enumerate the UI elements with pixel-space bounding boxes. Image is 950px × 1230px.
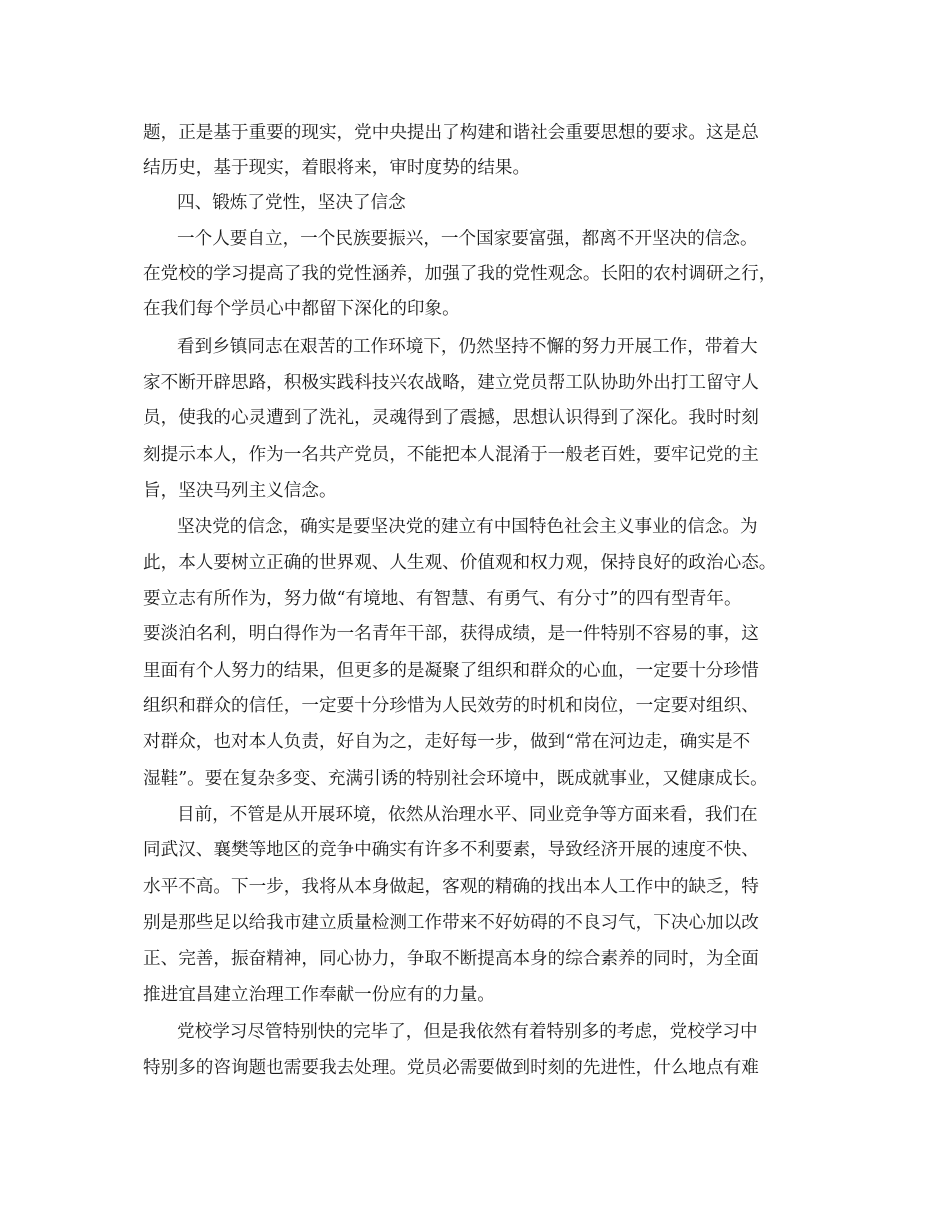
text-line: 同武汉、襄樊等地区的竞争中确实有许多不利要素，导致经济开展的速度不快、 [143, 840, 759, 860]
text-line: 旨，坚决马列主义信念。 [143, 481, 337, 501]
text-line: 别是那些足以给我市建立质量检测工作带来不好妨碍的不良习气，下决心加以改 [143, 913, 759, 933]
text-line: 此，本人要树立正确的世界观、人生观、价值观和权力观，保持良好的政治心态。 [143, 553, 777, 573]
text-line: 题，正是基于重要的现实，党中央提出了构建和谐社会重要思想的要求。这是总 [143, 123, 759, 143]
text-line: 结历史，基于现实，着眼将来，审时度势的结果。 [143, 158, 531, 178]
text-line: 对群众，也对本人负责，好自为之，走好每一步，做到“常在河边走，确实是不 [143, 732, 751, 752]
text-line: 刻提示本人，作为一名共产党员，不能把本人混淆于一般老百姓，要牢记党的主 [143, 445, 759, 465]
text-line: 一个人要自立，一个民族要振兴，一个国家要富强，都离不开坚决的信念。 [177, 229, 758, 249]
section-heading: 四、锻炼了党性，坚决了信念 [177, 193, 406, 213]
text-line: 要立志有所作为，努力做“有境地、有智慧、有勇气、有分寸”的四有型青年。 [143, 589, 742, 609]
text-line: 党校学习尽管特别快的完毕了，但是我依然有着特别多的考虑，党校学习中 [177, 1022, 758, 1042]
text-line: 在我们每个学员心中都留下深化的印象。 [143, 299, 460, 319]
text-line: 特别多的咨询题也需要我去处理。党员必需要做到时刻的先进性，什么地点有难 [143, 1058, 759, 1078]
text-line: 组织和群众的信任，一定要十分珍惜为人民效劳的时机和岗位，一定要对组织、 [143, 696, 759, 716]
text-line: 目前，不管是从开展环境，依然从治理水平、同业竞争等方面来看，我们在 [177, 805, 758, 825]
text-line: 湿鞋”。要在复杂多变、充满引诱的特别社会环境中，既成就事业，又健康成长。 [143, 769, 768, 789]
text-line: 员，使我的心灵遭到了洗礼，灵魂得到了震撼，思想认识得到了深化。我时时刻 [143, 408, 759, 428]
text-line: 家不断开辟思路，积极实践科技兴农战略，建立党员帮工队协助外出打工留守人 [143, 373, 759, 393]
text-line: 在党校的学习提高了我的党性涵养，加强了我的党性观念。长阳的农村调研之行， [143, 264, 777, 284]
text-line: 推进宜昌建立治理工作奉献一份应有的力量。 [143, 985, 495, 1005]
text-line: 坚决党的信念，确实是要坚决党的建立有中国特色社会主义事业的信念。为 [177, 517, 758, 537]
text-line: 看到乡镇同志在艰苦的工作环境下，仍然坚持不懈的努力开展工作，带着大 [177, 337, 758, 357]
text-line: 里面有个人努力的结果，但更多的是凝聚了组织和群众的心血，一定要十分珍惜 [143, 661, 759, 681]
text-line: 水平不高。下一步，我将从本身做起，客观的精确的找出本人工作中的缺乏，特 [143, 877, 759, 897]
text-line: 要淡泊名利，明白得作为一名青年干部，获得成绩，是一件特别不容易的事，这 [143, 624, 759, 644]
text-line: 正、完善，振奋精神，同心协力，争取不断提高本身的综合素养的同时，为全面 [143, 949, 759, 969]
